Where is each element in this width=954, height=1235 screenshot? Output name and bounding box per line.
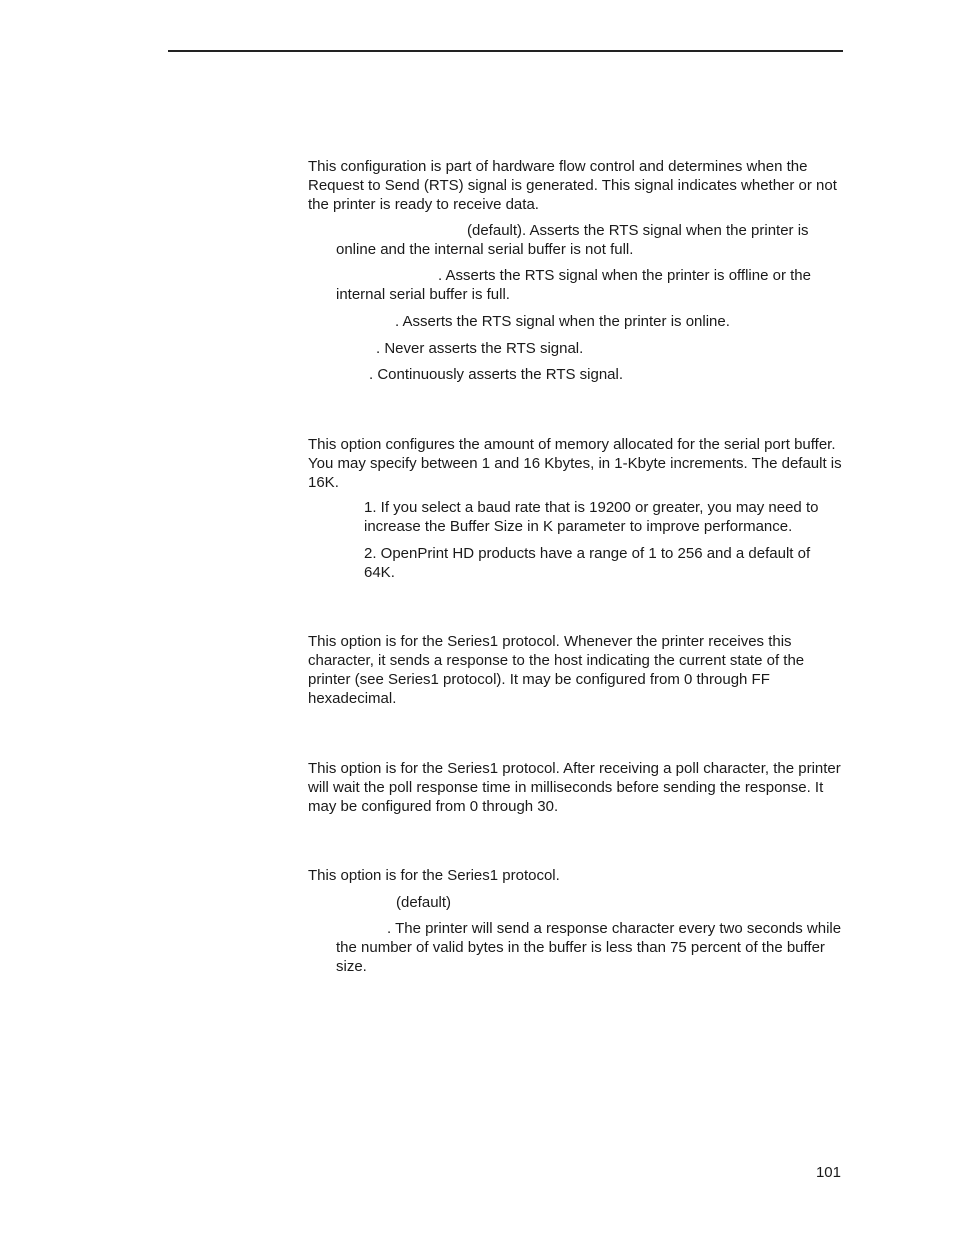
rts-option-3: . Asserts the RTS signal when the printer is online. [395, 313, 730, 330]
poll-time-text: This option is for the Series1 protocol. After receiving a poll character, the printer will wait the poll response time in milliseconds before sending the response. It may be configured from 0 through 30. [308, 760, 841, 815]
poll-character-text: This option is for the Series1 protocol. Whenever the printer receives this character, it sends a response to the host indicating the current state of the printer (see Series1 protocol). It may be configured from 0 through FF hexadecimal. [308, 633, 805, 707]
header-rule [168, 50, 843, 52]
rts-option-5: . Continuously asserts the RTS signal. [369, 366, 624, 383]
rts-option-2: . Asserts the RTS signal when the printer is offline or the internal serial buffer is full. [336, 267, 811, 303]
page-number: 101 [815, 1164, 841, 1181]
rts-option-4: . Never asserts the RTS signal. [376, 340, 584, 357]
buffer-note-1: 1. If you select a baud rate that is 19200 or greater, you may need to increase the Buffer Size in K parameter to improve performance. [364, 499, 819, 535]
buffer-intro: This option configures the amount of memory allocated for the serial port buffer. You may specify between 1 and 16 Kbytes, in 1-Kbyte increments. The default is 16K. [308, 436, 842, 491]
buffer-note-2: 2. OpenPrint HD products have a range of 1 to 256 and a default of 64K. [364, 545, 811, 581]
rts-option-1: (default). Asserts the RTS signal when the printer is online and the internal serial buffer is not full. [336, 222, 809, 258]
response-intro: This option is for the Series1 protocol. [308, 867, 560, 884]
response-option-2: . The printer will send a response character every two seconds while the number of valid bytes in the buffer is less than 75 percent of the buffer size. [336, 920, 842, 975]
rts-intro: This configuration is part of hardware flow control and determines when the Request to Send (RTS) signal is generated. This signal indicates whether or not the printer is ready to receive data. [308, 158, 837, 213]
response-option-1: (default) [396, 894, 452, 911]
